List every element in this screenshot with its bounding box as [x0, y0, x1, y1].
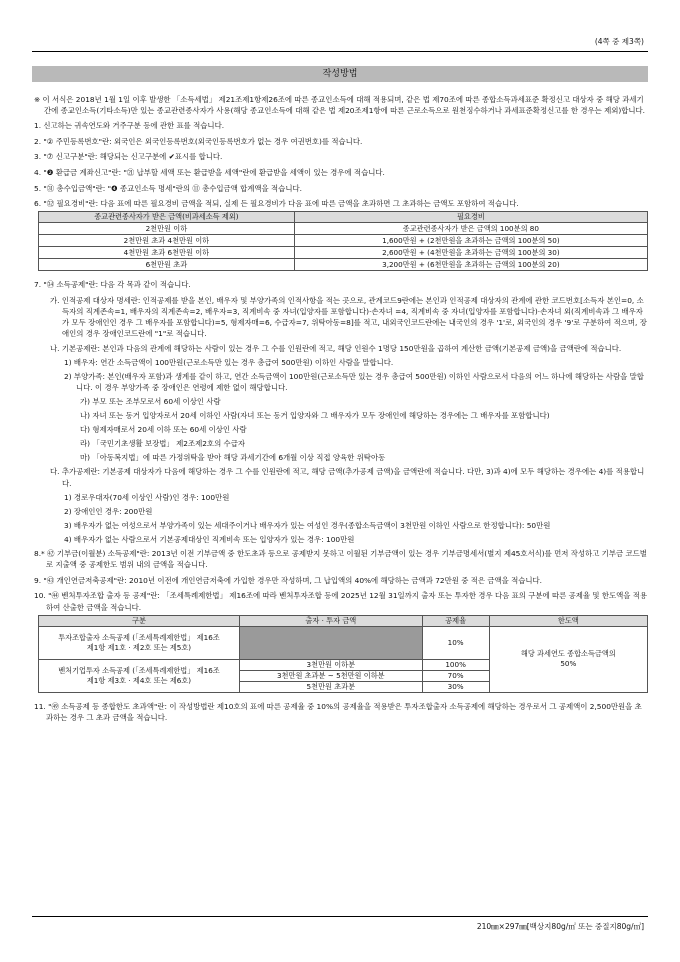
- table-row: [39, 626, 648, 659]
- page-number: (4쪽 중 제3쪽): [594, 37, 644, 46]
- item-7-da-3: 3) 배우자가 없는 여성으로서 부양가족이 있는 세대주이거나 배우자가 있는 여성인 경우(종합소득금액이 3천만원 이하인 사람으로 한정합니다): 50만원: [64, 520, 551, 530]
- table-row: [39, 247, 648, 259]
- table-cell: 4천만원 초과 6천만원 이하: [39, 247, 295, 259]
- item-7-na-2-ma: 마) 「아동복지법」에 따른 가정위탁을 받아 해당 과세기간에 6개월 이상 직접 양육한 위탁아동: [80, 453, 386, 463]
- table-cell: 해당 과세연도 종합소득금액의 50%: [489, 626, 647, 692]
- item-3: 3. "⑦ 신고구분"란: 해당되는 신고구분에 ✔표시를 합니다.: [34, 152, 223, 162]
- item-9: 9. "㊸ 개인연금저축공제"란: 2010년 이전에 개인연금저축에 가입한 경우만 작성하며, 그 납입액의 40%에 해당하는 금액과 72만원 중 적은 금액을 적습니다.: [34, 575, 543, 585]
- item-10: 10. "㊹ 벤처투자조합 출자 등 공제"란: 「조세특례제한법」 제16조에 따라 벤처투자조합 등에 2025년 12월 31일까지 출자 또는 투자한 경우 다음 표의 구분에 따른 공제율 및 한도액을 적용하여 산출한 금액을 적습니다.: [34, 591, 648, 612]
- item-2: 2. "② 주민등록번호"란: 외국인은 외국인등록번호(외국인등록번호가 없는 경우 여권번호)를 적습니다.: [34, 136, 363, 146]
- table-cell: 3,200만원 + (6천만원을 초과하는 금액의 100분의 20): [294, 259, 647, 271]
- item-8: 8.* ㊷ 기부금(이월분) 소득공제"란: 2013년 이전 기부금액 중 한도초과 등으로 공제받지 못하고 이월된 기부금액이 있는 경우 기부금명세서(별지 제45호서식)를 먼저 작성하고 기부금 코드별로 지출액 중 공제한도 범위 내의 금액을 적습니다.: [34, 549, 647, 570]
- item-7-da: 다. 추가공제란: 기본공제 대상자가 다음에 해당하는 경우 그 수를 인원란에 적고, 해당 금액(추가공제 금액)을 금액란에 적습니다. 다만, 3)과 4)에 모두 해당하는 경우에는 4)를 적용합니다.: [50, 467, 645, 488]
- venture-table-header: 한도액: [489, 615, 647, 626]
- expense-table-header: 종교관련종사자가 받은 금액(비과세소득 제외): [39, 212, 295, 223]
- table-cell: 2천만원 이하: [39, 223, 295, 235]
- item-7: 7. "㉞ 소득공제"란: 다음 각 목과 같이 적습니다.: [34, 280, 191, 290]
- item-7-na-1: 1) 배우자: 연간 소득금액이 100만원(근로소득만 있는 경우 총급여 500만원) 이하인 사람을 말합니다.: [64, 357, 394, 367]
- item-4: 4. "❷ 환급금 계좌신고"란: "㉑ 납부할 세액 또는 환급받을 세액"란에 환급받을 세액이 있는 경우에 적습니다.: [34, 168, 385, 178]
- item-7-na-2-ra: 라) 「국민기초생활 보장법」 제2조제2호의 수급자: [80, 439, 245, 449]
- table-cell: 5천만원 초과분: [239, 681, 422, 692]
- item-7-ga: 가. 인적공제 대상자 명세란: 인적공제를 받을 본인, 배우자 및 부양가족의 인적사항을 적는 곳으로, 관계코드9란에는 본인과 인적공제 대상자의 관계에 관한 코드번호[소득자 본인=0, 소득자의 직계존속=1, 배우자의 직계존속=2, 배우자=3, 직계비속 중 자녀(입양자를 포함합니다)·손자녀 =4, 직계비속 중 자녀(입양자를 포함합니다)·손자녀 외(직계비속과 그 배우자가 모두 장애인인 경우 그 배우자를 포함합니다)=5, 형제자매=6, 수급자=7, 위탁아동=8]를 적고, 내외국인코드란에는 내국인의 경우 '1'로, 외국인의 경우 '9'로 구분하여 적으며, 장애인의 경우 장애인코드란에 "1"로 적습니다.: [50, 296, 647, 339]
- item-7-da-2: 2) 장애인인 경우: 200만원: [64, 506, 153, 516]
- table-cell: 2천만원 초과 4천만원 이하: [39, 235, 295, 247]
- table-cell: 70%: [422, 670, 489, 681]
- intro-note: ※ 이 서식은 2018년 1월 1일 이후 발생한 「소득세법」 제21조제1항제26조에 따른 종교인소득에 대해 적용되며, 같은 법 제70조에 따른 종합소득과세표준 확정신고 대상자 중 해당 과세기간에 종교인소득(기타소득)만 있는 종교관련종사자가 사용(해당 종교인소득에 대해 같은 법 제20조제1항에 따른 근로소득으로 원천징수하거나 과세표준확정신고를 한 경우는 제외)합니다.: [34, 95, 646, 116]
- expense-table: [38, 211, 648, 271]
- table-cell: 10%: [422, 626, 489, 659]
- table-cell: 3천만원 초과분 ~ 5천만원 이하분: [239, 670, 422, 681]
- item-7-da-4: 4) 배우자가 없는 사람으로서 기본공제대상인 직계비속 또는 입양자가 있는 경우: 100만원: [64, 535, 355, 545]
- item-7-na-2: 2) 부양가족: 본인(배우자 포함)과 생계를 같이 하고, 연간 소득금액이 100만원(근로소득만 있는 경우 총급여 500만원) 이하인 사람으로서 다음의 어느 하나에 해당하는 사람을 말합니다. 이 경우 부양가족 중 장애인은 연령에 제한 없이 해당합니다.: [64, 371, 644, 392]
- table-row: [39, 259, 648, 271]
- table-row: [39, 235, 648, 247]
- venture-table-header: 출자 · 투자 금액: [239, 615, 422, 626]
- item-7-na-2-ga: 가) 부모 또는 조부모로서 60세 이상인 사람: [80, 396, 221, 406]
- item-11: 11. "㊾ 소득공제 등 종합한도 초과액"란: 이 작성방법란 제10호의 표에 따른 공제율 중 10%의 공제율을 적용받은 투자조합출자 소득공제에 해당하는 경우로서 그 공제액이 2,500만원을 초과하는 경우 그 초과 금액을 적습니다.: [34, 702, 642, 723]
- item-5: 5. "㉛ 총수입금액"란: "❹ 종교인소득 명세"란의 ⑪ 총수입금액 합계액을 적습니다.: [34, 183, 302, 193]
- table-cell: 100%: [422, 659, 489, 670]
- top-rule: [32, 51, 648, 52]
- table-cell: 30%: [422, 681, 489, 692]
- table-cell: 3천만원 이하분: [239, 659, 422, 670]
- section-title: 작성방법: [32, 66, 648, 82]
- item-7-da-1: 1) 경로우대자(70세 이상인 사람)인 경우: 100만원: [64, 492, 230, 502]
- item-6: 6. "㉜ 필요경비"란: 다음 표에 따른 필요경비 금액을 적되, 실제 든 필요경비가 다음 표에 따른 금액을 초과하면 그 초과하는 금액도 포함하여 적습니다.: [34, 199, 519, 209]
- venture-deduction-table: [38, 615, 648, 693]
- item-7-na-2-na: 나) 자녀 또는 동거 입양자로서 20세 이하인 사람(자녀 또는 동거 입양자와 그 배우자가 모두 장애인에 해당하는 경우에는 그 배우자를 포함합니다): [80, 411, 550, 421]
- expense-table-header: 필요경비: [294, 212, 647, 223]
- item-7-na-2-da: 다) 형제자매로서 20세 이하 또는 60세 이상인 사람: [80, 425, 247, 435]
- item-1: 1. 신고하는 귀속연도와 거주구분 등에 관한 표를 적습니다.: [34, 121, 225, 131]
- table-cell: 1,600만원 + (2천만원을 초과하는 금액의 100분의 50): [294, 235, 647, 247]
- table-cell: 벤처기업투자 소득공제 (「조세특례제한법」 제16조제1항 제3호 · 제4호 또는 제6호): [39, 659, 240, 692]
- table-cell: 투자조합출자 소득공제 (「조세특례제한법」 제16조제1항 제1호 · 제2호 또는 제5호): [39, 626, 240, 659]
- table-cell: 6천만원 초과: [39, 259, 295, 271]
- venture-table-header: 구분: [39, 615, 240, 626]
- paper-spec: 210㎜×297㎜[백상지80g/㎡ 또는 중질지80g/㎡]: [476, 922, 644, 931]
- instructions-body: [32, 94, 648, 728]
- table-cell: 2,600만원 + (4천만원을 초과하는 금액의 100분의 30): [294, 247, 647, 259]
- shaded-cell: [239, 626, 422, 659]
- table-cell: 종교관련종사자가 받은 금액의 100분의 80: [294, 223, 647, 235]
- bottom-rule: [32, 916, 648, 917]
- table-row: [39, 223, 648, 235]
- item-7-na: 나. 기본공제란: 본인과 다음의 관계에 해당하는 사람이 있는 경우 그 수를 인원란에 적고, 해당 인원수 1명당 150만원을 곱하여 계산한 금액(기본공제 금액)을 금액란에 적습니다.: [50, 343, 622, 353]
- venture-table-header: 공제율: [422, 615, 489, 626]
